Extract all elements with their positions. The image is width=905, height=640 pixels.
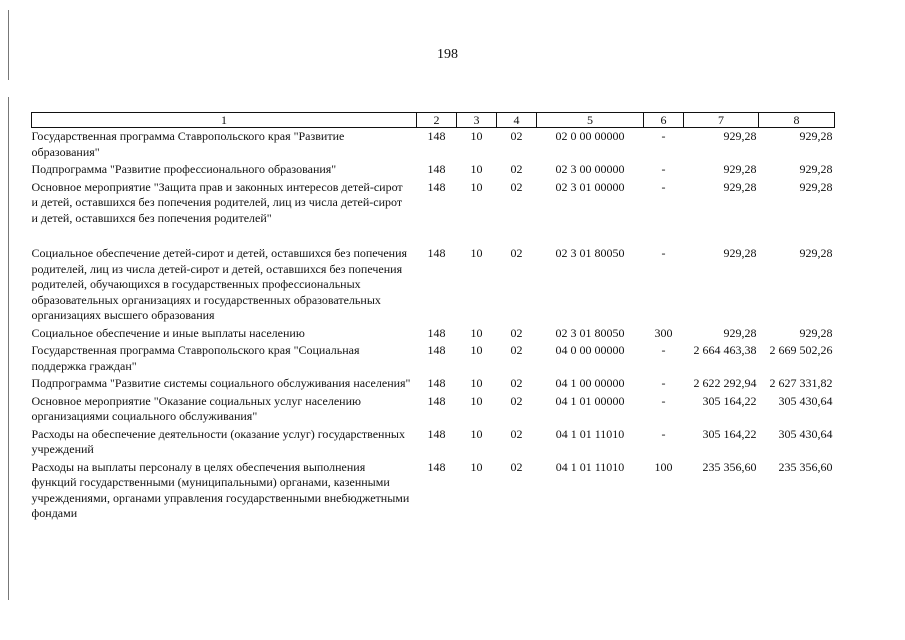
- table-row: [32, 161, 835, 179]
- row-expense-type: -: [661, 162, 666, 176]
- row-expense-type: -: [661, 426, 666, 441]
- row-subsection-code: 02: [510, 246, 523, 260]
- row-section-code: 10: [470, 343, 483, 357]
- row-subsection-code: 02: [510, 393, 523, 408]
- row-section-code: 10: [470, 426, 483, 441]
- row-subsection-code: 02: [510, 426, 523, 441]
- row-amount-col7: 305 164,22: [702, 426, 757, 441]
- row-amount-col8: 929,28: [799, 246, 833, 260]
- table-row: [32, 325, 835, 343]
- row-name: Подпрограмма "Развитие системы социального обслуживания населения": [31, 376, 411, 390]
- row-subsection-code: 02: [510, 179, 523, 194]
- row-target-code: 04 0 00 00000: [555, 343, 625, 357]
- column-header: 3: [457, 113, 497, 128]
- row-section-code: 10: [470, 162, 483, 176]
- row-expense-type: -: [661, 343, 666, 357]
- row-ministry-code: 148: [427, 426, 446, 441]
- row-name: Расходы на обеспечение деятельности (оказание услуг) государственных учреждений: [31, 426, 405, 456]
- row-subsection-code: 02: [510, 162, 523, 176]
- row-subsection-code: 02: [510, 129, 523, 143]
- column-header: 6: [644, 113, 684, 128]
- row-target-code: 02 0 00 00000: [555, 129, 625, 143]
- row-subsection-code: 02: [510, 459, 523, 474]
- table-row: [32, 179, 835, 228]
- row-subsection-code: 02: [510, 325, 523, 340]
- row-expense-type: 300: [654, 325, 673, 340]
- row-section-code: 10: [470, 376, 483, 390]
- scan-edge-line: [8, 97, 9, 600]
- row-ministry-code: 148: [427, 376, 446, 390]
- table-row: [32, 459, 835, 523]
- row-ministry-code: 148: [427, 162, 446, 176]
- row-expense-type: -: [661, 179, 666, 194]
- table-row: [32, 245, 835, 325]
- row-target-code: 02 3 01 80050: [555, 325, 625, 340]
- row-expense-type: -: [661, 246, 666, 260]
- row-amount-col7: 305 164,22: [702, 393, 757, 408]
- table-row: [32, 393, 835, 426]
- row-name: Государственная программа Ставропольского края "Социальная поддержка граждан": [31, 343, 360, 373]
- row-name: Социальное обеспечение детей-сирот и детей, оставшихся без попечения родителей, лиц из числа детей-сирот и детей, оставшихся без попечения родителей, обучающихся в государственных профессиональных образовательных организациях и государственных образовательных организациях высшего образования: [31, 246, 408, 322]
- row-ministry-code: 148: [427, 179, 446, 194]
- row-expense-type: -: [661, 376, 666, 390]
- row-target-code: 04 1 01 11010: [555, 426, 625, 441]
- row-amount-col7: 235 356,60: [702, 459, 757, 474]
- column-header: 1: [32, 113, 417, 128]
- row-ministry-code: 148: [427, 459, 446, 474]
- row-ministry-code: 148: [427, 246, 446, 260]
- row-spacer: [32, 227, 835, 245]
- row-amount-col7: 929,28: [723, 162, 757, 176]
- row-amount-col8: 2 669 502,26: [769, 343, 833, 357]
- row-expense-type: -: [661, 393, 666, 408]
- row-section-code: 10: [470, 246, 483, 260]
- row-target-code: 04 1 01 11010: [555, 459, 625, 474]
- row-target-code: 02 3 00 00000: [555, 162, 625, 176]
- page-number: 198: [437, 47, 458, 62]
- row-name: Государственная программа Ставропольского края "Развитие образования": [31, 129, 345, 159]
- row-amount-col8: 929,28: [799, 325, 833, 340]
- table-row: [32, 375, 835, 393]
- row-target-code: 04 1 01 00000: [555, 393, 625, 408]
- row-section-code: 10: [470, 179, 483, 194]
- column-header: 5: [537, 113, 644, 128]
- column-header: 8: [759, 113, 835, 128]
- row-subsection-code: 02: [510, 376, 523, 390]
- row-amount-col7: 2 622 292,94: [693, 376, 757, 390]
- row-target-code: 02 3 01 00000: [555, 179, 625, 194]
- row-section-code: 10: [470, 459, 483, 474]
- scan-edge-line: [8, 10, 9, 80]
- table-row: [32, 426, 835, 459]
- column-header: 7: [684, 113, 759, 128]
- row-amount-col7: 2 664 463,38: [693, 343, 757, 357]
- table-row: [32, 342, 835, 375]
- row-name: Расходы на выплаты персоналу в целях обеспечения выполнения функций государственными (муниципальными) органами, казенными учреждениями, органами управления государственными внебюджетными фондами: [31, 459, 410, 520]
- row-subsection-code: 02: [510, 343, 523, 357]
- row-ministry-code: 148: [427, 393, 446, 408]
- row-ministry-code: 148: [427, 129, 446, 143]
- table-row: [32, 128, 835, 162]
- row-target-code: 02 3 01 80050: [555, 246, 625, 260]
- row-name: Основное мероприятие "Оказание социальных услуг населению организациями социального обслуживания": [31, 393, 361, 423]
- row-amount-col8: 929,28: [799, 129, 833, 143]
- row-amount-col8: 2 627 331,82: [769, 376, 833, 390]
- row-name: Подпрограмма "Развитие профессионального образования": [31, 162, 337, 176]
- row-expense-type: 100: [654, 459, 673, 474]
- row-expense-type: -: [661, 129, 666, 143]
- column-header: 2: [417, 113, 457, 128]
- row-amount-col8: 305 430,64: [778, 426, 833, 441]
- row-target-code: 04 1 00 00000: [555, 376, 625, 390]
- row-amount-col8: 305 430,64: [778, 393, 833, 408]
- table-header-row: [32, 113, 835, 128]
- row-amount-col7: 929,28: [723, 325, 757, 340]
- row-amount-col8: 929,28: [799, 162, 833, 176]
- row-amount-col7: 929,28: [723, 246, 757, 260]
- row-section-code: 10: [470, 129, 483, 143]
- row-section-code: 10: [470, 325, 483, 340]
- row-amount-col7: 929,28: [723, 179, 757, 194]
- row-ministry-code: 148: [427, 343, 446, 357]
- budget-table: [31, 112, 835, 523]
- column-header: 4: [497, 113, 537, 128]
- row-section-code: 10: [470, 393, 483, 408]
- row-name: Социальное обеспечение и иные выплаты населению: [31, 325, 305, 340]
- row-name: Основное мероприятие "Защита прав и законных интересов детей-сирот и детей, оставшихся без попечения родителей, лиц из числа детей-сирот и детей, оставшихся без попечения родителей": [31, 179, 403, 225]
- row-amount-col7: 929,28: [723, 129, 757, 143]
- row-ministry-code: 148: [427, 325, 446, 340]
- row-amount-col8: 235 356,60: [778, 459, 833, 474]
- row-amount-col8: 929,28: [799, 179, 833, 194]
